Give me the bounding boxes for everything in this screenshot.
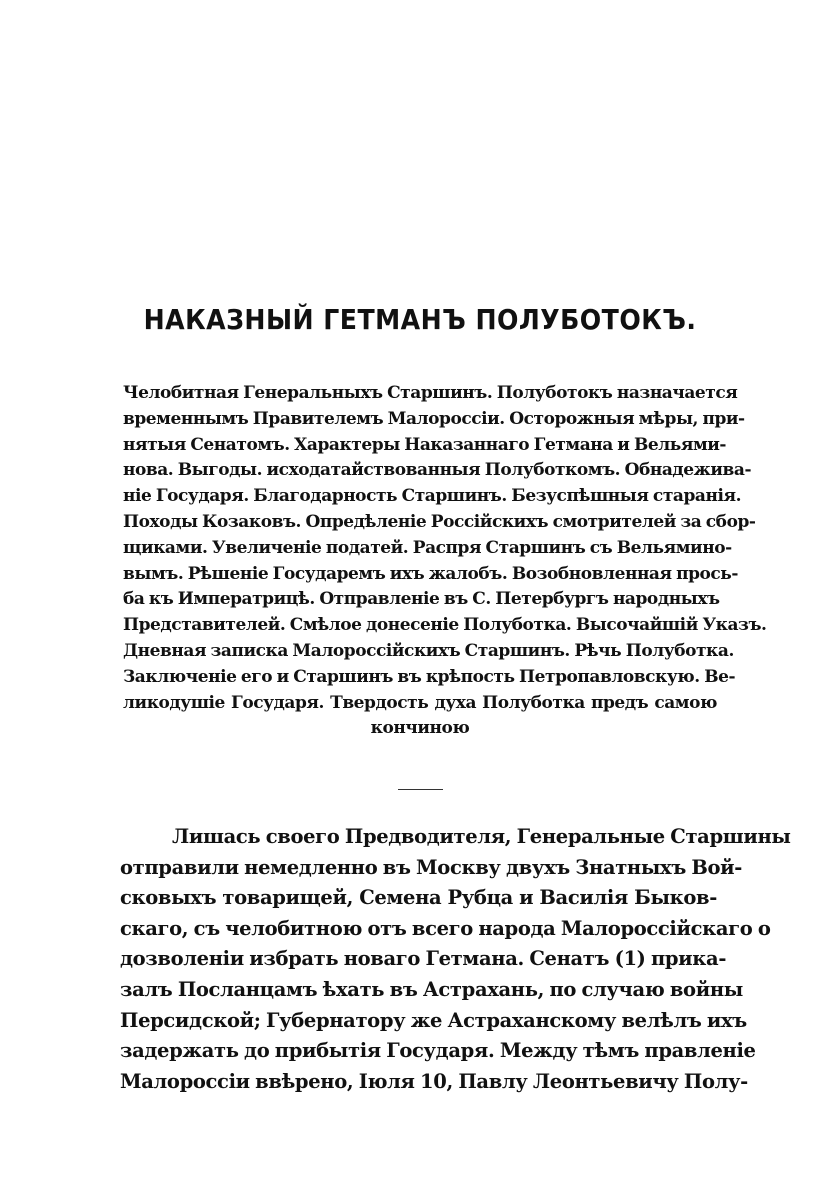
summary-line: ба къ Императрицѣ. Отправленіе въ С. Петербургъ народныхъ (123, 589, 720, 610)
body-line: Персидской; Губернатору же Астраханскому велѣлъ ихъ (120, 1008, 747, 1032)
section-divider (398, 789, 443, 790)
body-line: дозволеніи избрать новаго Гетмана. Сенатъ (1) прика- (120, 947, 727, 971)
summary-line: Заключеніе его и Старшинъ въ крѣпость Петропавловскую. Ве- (123, 666, 736, 687)
summary-line: Челобитная Генеральныхъ Старшинъ. Полуботокъ назначается (123, 383, 738, 403)
summary-line: нова. Выгоды. исходатайствованныя Полуботкомъ. Обнадеживa- (123, 460, 752, 481)
body-line: отправили немедленно въ Москву двухъ Знатныхъ Вой- (120, 855, 743, 879)
body-line: Лишась своего Предводителя, Генеральные Старшины (172, 825, 791, 848)
summary-line: ликодушіе Государя. Твердость духа Полуботка предъ самою (123, 692, 717, 713)
summary-line: нятыя Сенатомъ. Характеры Наказаннаго Гетмана и Вельями- (123, 434, 727, 455)
body-paragraph (120, 822, 791, 1097)
body-line: сковыхъ товарищей, Семена Рубца и Василія Быков- (120, 886, 717, 910)
body-line: задержать до прибытія Государя. Между тѣмъ правленіе (120, 1039, 756, 1063)
summary-line: временнымъ Правителемъ Малороссіи. Осторожныя мѣры, при- (123, 408, 745, 429)
chapter-title: НАКАЗНЫЙ ГЕТМАНЪ ПОЛУБОТОКЪ. (143, 303, 697, 336)
summary-line: щиками. Увеличеніе податей. Распря Старшинъ съ Вельямино- (123, 537, 732, 558)
summary-line: вымъ. Рѣшеніе Государемъ ихъ жалобъ. Возобновленная прось- (123, 563, 738, 584)
summary-line: Дневная записка Малороссійскихъ Старшинъ. Рѣчь Полуботка. (123, 640, 734, 661)
body-line: скаго, съ челобитною отъ всего народа Малороссійскаго о (120, 916, 771, 940)
body-line: залъ Посланцамъ ѣхать въ Астрахань, по случаю войны (120, 977, 743, 1001)
summary-line: Представителей. Смѣлое донесеніе Полуботка. Высочайшій Указъ. (123, 615, 767, 636)
body-line: Малороссіи ввѣрено, Іюля 10, Павлу Леонтьевичу Полу- (120, 1069, 748, 1093)
chapter-summary (123, 381, 767, 742)
summary-line: кончиною (370, 718, 470, 739)
summary-line: ніе Государя. Благодарность Старшинъ. Безуспѣшныя старанія. (123, 486, 742, 507)
summary-line: Походы Козаковъ. Опредѣленіе Россійскихъ смотрителей за сбор- (123, 511, 756, 532)
